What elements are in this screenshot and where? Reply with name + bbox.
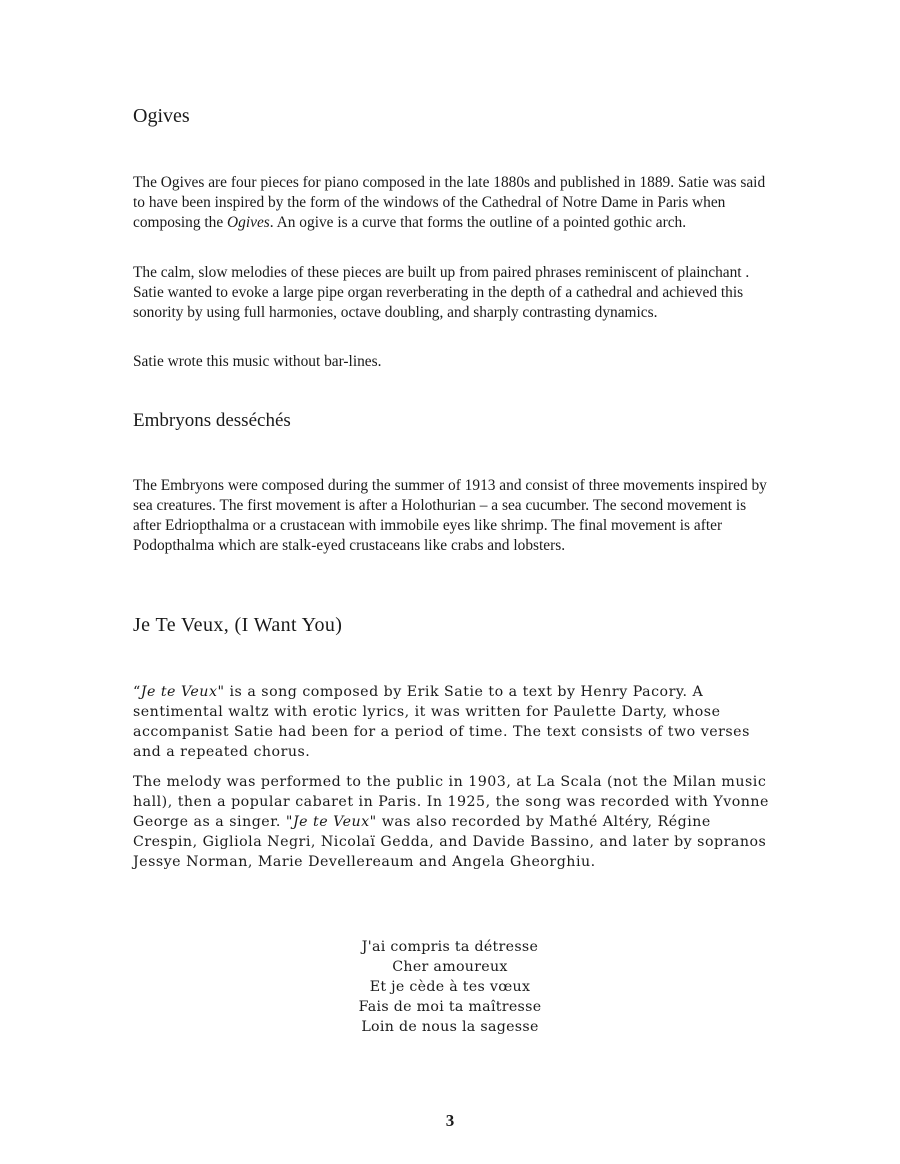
- lyric-line: Et je cède à tes vœux: [369, 979, 531, 995]
- lyric-line: Loin de nous la sagesse: [361, 1019, 539, 1035]
- ogives-paragraph-2: The calm, slow melodies of these pieces are built up from paired phrases reminiscent of plainchant . Satie wanted to evoke a large pipe organ reverberating in the depth of a cathedral and achieved this sonority by using full harmonies, octave doubling, and sharply contrasting dynamics.: [133, 264, 750, 321]
- ogives-p1-text-b: . An ogive is a curve that forms the outline of a pointed gothic arch.: [269, 214, 687, 231]
- lyric-line: Cher amoureux: [392, 959, 508, 975]
- lyrics-block: [300, 937, 600, 1037]
- je-te-veux-p1-open-quote: “: [133, 684, 141, 700]
- embryons-paragraph: The Embryons were composed during the summer of 1913 and consist of three movements inspired by sea creatures. The first movement is after a Holothurian – a sea cucumber. The second movement is after Edriopthalma or a crustacean with immobile eyes like shrimp. The final movement is after Podopthalma which are stalk-eyed crustaceans like crabs and lobsters.: [133, 477, 767, 554]
- lyric-line: Fais de moi ta maîtresse: [358, 999, 542, 1015]
- je-te-veux-paragraph-1: [133, 682, 773, 762]
- page-number: 3: [445, 1111, 455, 1130]
- section-heading-embryons: Embryons desséchés: [133, 410, 291, 431]
- ogives-paragraph-3: Satie wrote this music without bar-lines.: [133, 353, 382, 370]
- je-te-veux-p1-italic: Je te Veux: [140, 684, 218, 700]
- ogives-p1-italic: Ogives: [227, 214, 270, 231]
- je-te-veux-p2-text-a: The melody was performed to the public in 1903, at La Scala (not the Milan music hall), then a popular cabaret in Paris. In 1925, the song was recorded with Yvonne George as a singer. ": [133, 774, 769, 830]
- ogives-paragraph-1: [133, 173, 773, 233]
- je-te-veux-p1-text: " is a song composed by Erik Satie to a text by Henry Pacory. A sentimental waltz with erotic lyrics, it was written for Paulette Darty, whose accompanist Satie had been for a period of time. The text consists of two verses and a repeated chorus.: [133, 684, 750, 760]
- ogives-p1-text-a: The Ogives are four pieces for piano composed in the late 1880s and published in 1889. Satie was said to have been inspired by the form of the windows of the Cathedral of Notre Dame in Paris when composing the: [133, 174, 766, 231]
- lyric-line: J'ai compris ta détresse: [361, 939, 539, 955]
- je-te-veux-paragraph-2: [133, 772, 773, 872]
- section-heading-je-te-veux: Je Te Veux, (I Want You): [133, 614, 343, 636]
- section-heading-ogives: Ogives: [133, 105, 190, 127]
- je-te-veux-p2-text-b: " was also recorded by Mathé Altéry, Régine Crespin, Gigliola Negri, Nicolaï Gedda, and Davide Bassino, and later by sopranos Jessye Norman, Marie Devellereaum and Angela Gheorghiu.: [133, 814, 767, 870]
- je-te-veux-p2-italic: Je te Veux: [292, 814, 370, 830]
